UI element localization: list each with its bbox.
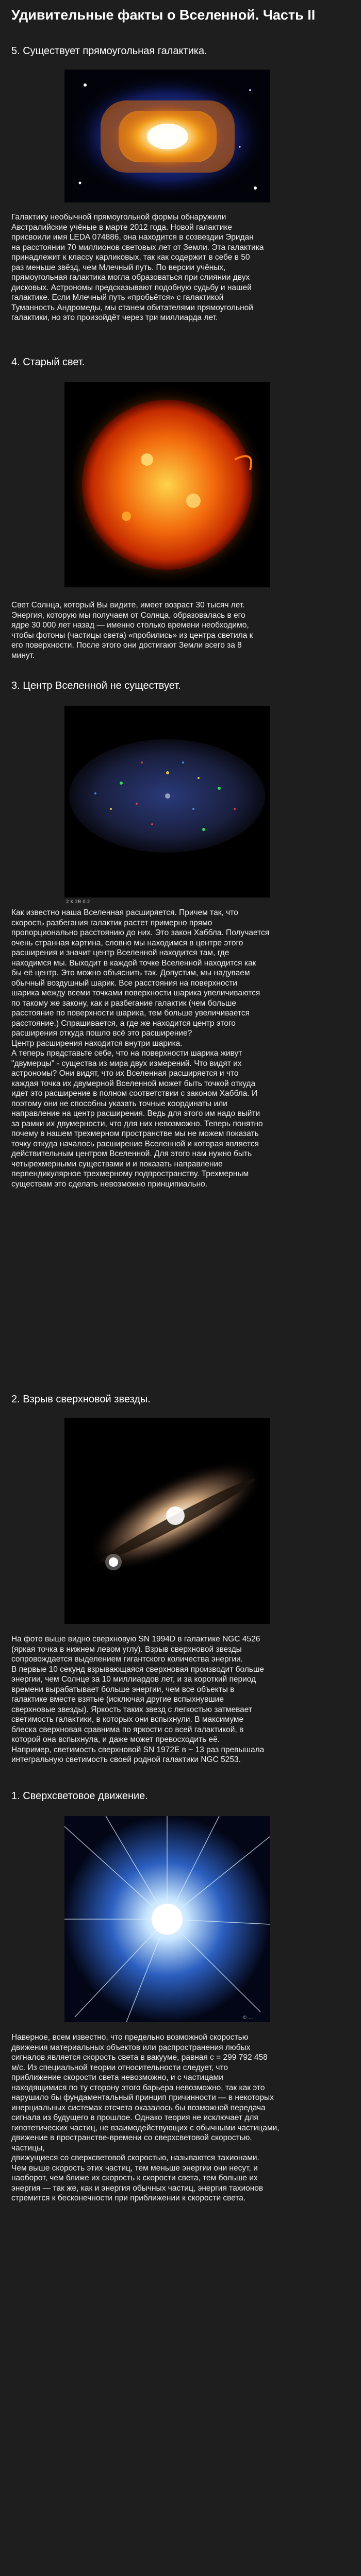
cosmic-map-caption: 2 K 2B 0.2	[66, 900, 90, 905]
section-heading-3: 3. Центр Вселенной не существует.	[11, 680, 181, 691]
page-title: Удивительные факты о Вселенной. Часть II	[11, 7, 316, 23]
section-text-4-body: Свет Солнца, который Вы видите, имеет возраст 30 тысяч лет. Энергия, которую мы получаем от Солнца, образовалась в его ядре 30 000 лет назад — именно столько времени необходимо, чтобы фотоны (частицы света) «пробились» из центра светила к его поверхности. После этого они достигают Земли всего за 8 минут.	[11, 601, 253, 660]
section-heading-2: 2. Взрыв сверхновой звезды.	[11, 1394, 151, 1405]
hyperspace-light-image	[64, 1816, 270, 2022]
hyperspace-caption: © ...	[242, 2015, 253, 2021]
rectangular-galaxy-image	[64, 70, 270, 202]
section-text-3	[11, 908, 280, 1189]
section-heading-5: 5. Существует прямоугольная галактика.	[11, 45, 207, 57]
section-text-3-body: Как известно наша Вселенная расширяется. Причем так, что скорость разбегания галактик растет примерно прямо пропорционально расстоянию до них. Это закон Хаббла. Получается очень странная картина, словно мы находимся в центре этого расширения и значит центр Вселенной находится там, где находимся мы. Выходит в каждой точке Вселенной находится как бы её центр. Это можно объяснить так. Допустим, мы надуваем обычный воздушный шарик. Все расстояния на поверхности шарика между всеми точками поверхности шарика увеличиваются по такому же закону, как и разбегание галактик (чем больше расстояние по поверхности шарика, тем больше увеличивается расстояние.) Спрашивается, а где же находится центр этого расширения откуда пошло всё это расширение? Центр расширения находится внутри шарика. А теперь представьте себе, что на поверхности шарика живут "двумерцы" - существа из мира двух измерений. Что видят их астрономы? Они видят, что их Вселенная расширяется и что каждая точка их двумерной Вселенной может быть точкой откуда идет это расширение в полном соответствии с законом Хаббла. И поэтому они не способны указать точные координаты или направление на центр расширения. Ведь для этого им надо выйти за рамки их двумерности, что для них невозможно. Теперь понятно почему в нашем трехмерном пространстве мы не можем показать точку откуда началось расширение Вселенной и которая является действительным центром Вселенной. Для этого нам нужно быть четырехмерными существами и и показать направление перпендикулярное трехмерному подпространству. Трехмерным существам это сделать невозможно принципиально.	[11, 908, 270, 1189]
section-text-1	[11, 2032, 280, 2204]
section-heading-1: 1. Сверхсветовое движение.	[11, 1790, 148, 1802]
section-text-5-body: Галактику необычной прямоугольной формы обнаружили Австралийские учёные в марте 2012 года. Новой галактике присвоили имя LEDA 074886, она находится в созвездии Эридан на расстоянии 70 миллионов световых лет от Земли. Эта галактика принадлежит к классу карликовых, так как содержит в себе в 50 раз меньше звёзд, чем Млечный путь. По версии учёных, прямоугольная галактика могла образоваться при слиянии двух дисковых. Астрономы предсказывают подобную судьбу и нашей галактике. Если Млечный путь «пробьётся» с галактикой Туманность Андромеды, мы станем обитателями прямоугольной галактики, но это произойдёт через три миллиарда лет.	[11, 213, 264, 322]
supernova-galaxy-image	[64, 1418, 270, 1624]
section-text-5	[11, 212, 280, 323]
section-heading-4: 4. Старый свет.	[11, 357, 85, 368]
section-text-2-body: На фото выше видно сверхновую SN 1994D в галактике NGC 4526 (яркая точка в нижнем левом углу). Взрыв сверхновой звезды сопровождается выделением гигантского количества энергии. В первые 10 секунд взрывающаяся сверхновая производит больше энергии, чем Солнце за 10 миллиардов лет, и за короткий период времени вырабатывает больше энергии, чем все объекты в галактике вместе взятые (исключая другие вспыхнувшие сверхновые звезды). Яркость таких звезд с легкостью затмевает светимость галактики, в которых они вспыхнули. В максимуме блеска сверхновая сравнима по яркости со всей галактикой, в которой она вспыхнула, и даже может превосходить её. Например, светимость сверхновой SN 1972E в ~ 13 раз превышала интегральную светимость своей родной галактики NGC 5253.	[11, 1635, 265, 1764]
sun-image	[64, 382, 270, 587]
section-text-4	[11, 600, 280, 660]
section-text-1-body: Наверное, всем известно, что предельно возможной скоростью движения материальных объектов или распространения любых сигналов является скорость света в вакууме, равная с = 299 792 458 м/с. Из специальной теории относительности следует, что приближение скорости света невозможно, и с частицами находящимися по ту сторону этого барьера невозможно, так как это нарушило бы фундаментальный принцип причинности — в некоторых инерциальных системах отсчета оказалось бы возможной передача сигнала из будущего в прошлое. Однако теория не исключает для гипотетических частиц, не взаимодействующих с обычными частицами, движение в пространстве-времени со сверхсветовой скоростью. частицы, движущиеся со сверхсветовой скоростью, называются тахионами. Чем выше скорость этих частиц, тем меньше энергии они несут, и наоборот, чем ближе их скорость к скорости света, тем больше их энергия — так же, как и энергия обычных частиц, энергия тахионов стремится к бесконечности при приближении к скорости света.	[11, 2033, 280, 2202]
cosmic-background-map-image	[64, 706, 270, 897]
section-text-2	[11, 1634, 280, 1765]
